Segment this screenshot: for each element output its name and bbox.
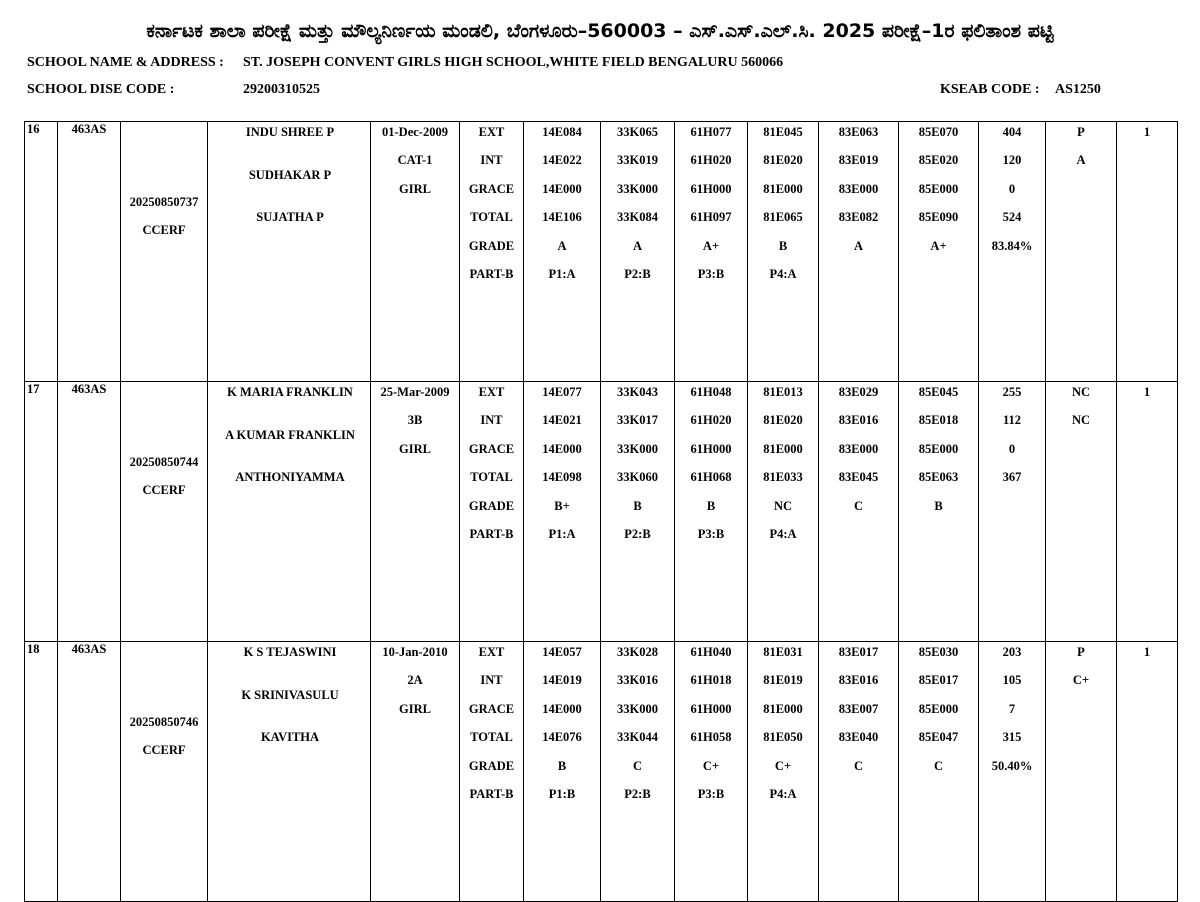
subject-mark: 14E076 [542, 730, 582, 745]
subject-mark: 33K019 [617, 153, 658, 168]
subject-cell [899, 122, 979, 382]
center-code: 463AS [58, 642, 121, 902]
attempt-number: 1 [1143, 125, 1151, 139]
table-row [25, 382, 1178, 642]
subject-mark: 81E000 [763, 441, 803, 456]
names-cell [208, 382, 371, 642]
subject-mark: 14E077 [542, 385, 582, 399]
totals-cell [979, 642, 1046, 902]
subject-cell [601, 122, 675, 382]
subject-mark: 81E065 [763, 210, 803, 225]
candidate-type: CCERF [142, 223, 186, 237]
subject-cell [899, 382, 979, 642]
subject-cell [748, 642, 819, 902]
candidate-info: CAT-1 [397, 153, 433, 168]
result-value: P [1077, 125, 1085, 139]
results-table [24, 121, 1178, 902]
subject-mark: C [853, 498, 864, 513]
register-cell [121, 122, 208, 382]
attempt-cell [1117, 382, 1178, 642]
info-cell [371, 122, 460, 382]
school-name-value: ST. JOSEPH CONVENT GIRLS HIGH SCHOOL,WHITE FIELD BENGALURU 560066 [243, 55, 784, 70]
marks-label: GRACE [468, 181, 515, 196]
subject-cell [601, 642, 675, 902]
subject-mark: 85E000 [918, 701, 959, 716]
total-value: 112 [1002, 413, 1022, 428]
labels-cell [460, 382, 524, 642]
candidate-type: CCERF [142, 483, 186, 497]
subject-cell [601, 382, 675, 642]
subject-mark: 85E020 [918, 153, 959, 168]
total-value: 0 [1008, 181, 1016, 196]
result-cell [1046, 642, 1117, 902]
attempt-number: 1 [1143, 645, 1151, 659]
table-row [25, 642, 1178, 902]
subject-mark: 61H020 [690, 153, 732, 168]
candidate-name: SUJATHA P [256, 210, 324, 225]
serial-number: 17 [25, 382, 58, 642]
subject-mark: C+ [774, 758, 792, 773]
total-value: 203 [1002, 645, 1022, 659]
subject-mark: 85E090 [918, 210, 959, 225]
subject-mark: 81E013 [763, 385, 803, 399]
subject-mark: P3:B [697, 786, 725, 801]
marks-label: GRADE [468, 238, 515, 253]
subject-mark: 33K016 [617, 673, 658, 688]
subject-mark: 83E019 [838, 153, 879, 168]
serial-number: 18 [25, 642, 58, 902]
serial-number: 16 [25, 122, 58, 382]
subject-mark: 14E000 [542, 701, 582, 716]
subject-mark: 14E022 [542, 153, 582, 168]
subject-mark: 14E000 [542, 181, 582, 196]
subject-mark: 33K000 [617, 701, 658, 716]
subject-mark: B [633, 498, 642, 513]
subject-mark: P4:A [769, 266, 797, 281]
subject-mark: P3:B [697, 266, 725, 281]
kseab-code-label: KSEAB CODE : [940, 82, 1040, 97]
marks-label: GRADE [468, 758, 515, 773]
subject-mark: 85E045 [918, 385, 959, 399]
register-cell [121, 642, 208, 902]
subject-mark: 83E040 [838, 730, 879, 745]
subject-mark: A [557, 238, 567, 253]
result-value: C+ [1072, 673, 1090, 688]
subject-mark: P4:A [769, 526, 797, 541]
attempt-number: 1 [1143, 385, 1151, 399]
subject-mark: C [853, 758, 864, 773]
subject-mark: 61H068 [690, 470, 732, 485]
subject-mark: 83E016 [838, 413, 879, 428]
subject-mark: 85E063 [918, 470, 959, 485]
subject-mark: P1:B [548, 786, 576, 801]
subject-cell [675, 382, 748, 642]
subject-cell [748, 382, 819, 642]
total-value: 7 [1008, 701, 1016, 716]
subject-mark: 83E082 [838, 210, 879, 225]
subject-mark: 61H077 [690, 125, 732, 139]
marks-label: EXT [478, 385, 505, 399]
candidate-info: GIRL [399, 441, 431, 456]
subject-mark: 81E019 [763, 673, 803, 688]
total-value: 255 [1002, 385, 1022, 399]
marks-label: EXT [478, 645, 505, 659]
subject-mark: 61H048 [690, 385, 732, 399]
candidate-info: 25-Mar-2009 [380, 385, 450, 399]
subject-mark: 61H018 [690, 673, 732, 688]
subject-mark: 83E029 [838, 385, 879, 399]
totals-cell [979, 382, 1046, 642]
subject-mark: B [557, 758, 567, 773]
subject-mark: P3:B [697, 526, 725, 541]
marks-label: GRADE [468, 498, 515, 513]
subject-mark: 81E050 [763, 730, 803, 745]
subject-mark: C+ [702, 758, 720, 773]
register-cell [121, 382, 208, 642]
candidate-info: GIRL [399, 701, 431, 716]
info-cell [371, 642, 460, 902]
candidate-info: 2A [407, 673, 423, 688]
subject-mark: P2:B [624, 266, 651, 281]
subject-mark: 14E098 [542, 470, 582, 485]
subject-mark: 85E047 [918, 730, 959, 745]
school-name-label: SCHOOL NAME & ADDRESS : [27, 55, 224, 70]
subject-mark: A [853, 238, 864, 253]
result-value: P [1077, 645, 1085, 659]
subject-mark: 83E016 [838, 673, 879, 688]
marks-label: INT [480, 413, 503, 428]
names-cell [208, 122, 371, 382]
marks-label: TOTAL [470, 470, 513, 485]
dise-code-value: 29200310525 [243, 82, 320, 97]
attempt-cell [1117, 122, 1178, 382]
subject-mark: P4:A [769, 786, 797, 801]
total-value: 404 [1002, 125, 1022, 139]
subject-cell [524, 382, 601, 642]
labels-cell [460, 122, 524, 382]
total-value: 50.40% [991, 758, 1033, 773]
subject-mark: 81E020 [763, 153, 803, 168]
candidate-name: K S TEJASWINI [243, 645, 337, 659]
labels-cell [460, 642, 524, 902]
subject-cell [899, 642, 979, 902]
subject-mark: 85E018 [918, 413, 959, 428]
subject-mark: 83E000 [838, 441, 879, 456]
marks-label: INT [480, 153, 503, 168]
subject-mark: 33K028 [617, 645, 658, 659]
candidate-info: 3B [407, 413, 423, 428]
subject-mark: 33K000 [617, 181, 658, 196]
subject-mark: 61H000 [690, 701, 732, 716]
subject-mark: P2:B [624, 526, 651, 541]
marks-label: TOTAL [470, 210, 513, 225]
subject-mark: B [778, 238, 788, 253]
subject-mark: NC [773, 498, 793, 513]
register-number: 20250850744 [129, 455, 199, 469]
subject-mark: 61H000 [690, 181, 732, 196]
subject-mark: B+ [554, 498, 570, 513]
subject-mark: 85E030 [918, 645, 959, 659]
subject-cell [524, 642, 601, 902]
subject-mark: 83E063 [838, 125, 879, 139]
candidate-type: CCERF [142, 743, 186, 757]
subject-cell [675, 122, 748, 382]
marks-label: PART-B [469, 526, 514, 541]
candidate-name: KAVITHA [260, 730, 320, 745]
info-cell [371, 382, 460, 642]
subject-mark: P1:A [548, 526, 576, 541]
subject-mark: 33K043 [617, 385, 658, 399]
dise-code-label: SCHOOL DISE CODE : [27, 82, 175, 97]
subject-mark: 33K060 [617, 470, 658, 485]
subject-cell [524, 122, 601, 382]
subject-mark: 33K017 [617, 413, 658, 428]
subject-mark: 81E031 [763, 645, 803, 659]
register-number: 20250850737 [129, 195, 199, 209]
subject-mark: P1:A [548, 266, 576, 281]
result-value: NC [1071, 413, 1091, 428]
result-cell [1046, 382, 1117, 642]
total-value: 0 [1008, 441, 1016, 456]
candidate-info: 01-Dec-2009 [382, 125, 448, 139]
candidate-name: A KUMAR FRANKLIN [225, 427, 355, 442]
totals-cell [979, 122, 1046, 382]
names-cell [208, 642, 371, 902]
candidate-name: K MARIA FRANKLIN [227, 385, 353, 399]
subject-mark: 85E000 [918, 181, 959, 196]
center-code: 463AS [58, 122, 121, 382]
subject-mark: 61H020 [690, 413, 732, 428]
candidate-name: INDU SHREE P [245, 125, 335, 139]
subject-mark: 81E020 [763, 413, 803, 428]
subject-mark: 61H097 [690, 210, 732, 225]
attempt-cell [1117, 642, 1178, 902]
subject-mark: 81E045 [763, 125, 803, 139]
subject-cell [819, 642, 899, 902]
subject-mark: B [706, 498, 716, 513]
total-value: 524 [1002, 210, 1022, 225]
total-value: 83.84% [991, 238, 1033, 253]
subject-mark: 14E021 [542, 413, 582, 428]
subject-mark: C [632, 758, 643, 773]
subject-cell [675, 642, 748, 902]
result-cell [1046, 122, 1117, 382]
subject-mark: 61H000 [690, 441, 732, 456]
subject-mark: 85E000 [918, 441, 959, 456]
subject-mark: 14E084 [542, 125, 582, 139]
register-number: 20250850746 [129, 715, 199, 729]
subject-mark: 85E017 [918, 673, 959, 688]
subject-mark: 33K000 [617, 441, 658, 456]
subject-mark: C [933, 758, 944, 773]
candidate-info: GIRL [399, 181, 431, 196]
subject-mark: 83E007 [838, 701, 879, 716]
subject-mark: 81E033 [763, 470, 803, 485]
subject-cell [748, 122, 819, 382]
subject-mark: 83E045 [838, 470, 879, 485]
subject-mark: 85E070 [918, 125, 959, 139]
subject-cell [819, 122, 899, 382]
subject-mark: 33K084 [617, 210, 658, 225]
subject-mark: 14E019 [542, 673, 582, 688]
subject-mark: 14E000 [542, 441, 582, 456]
subject-mark: 33K044 [617, 730, 658, 745]
subject-mark: P2:B [624, 786, 651, 801]
candidate-name: K SRINIVASULU [241, 687, 339, 702]
subject-mark: 14E106 [542, 210, 582, 225]
subject-mark: 61H040 [690, 645, 732, 659]
subject-mark: 83E000 [838, 181, 879, 196]
subject-mark: 33K065 [617, 125, 658, 139]
marks-label: TOTAL [470, 730, 513, 745]
subject-mark: A+ [930, 238, 947, 253]
table-row [25, 122, 1178, 382]
result-value: A [1076, 153, 1086, 168]
total-value: 367 [1002, 470, 1022, 485]
subject-mark: 14E057 [542, 645, 582, 659]
subject-mark: 83E017 [838, 645, 879, 659]
subject-cell [819, 382, 899, 642]
marks-label: EXT [478, 125, 505, 139]
subject-mark: A+ [702, 238, 720, 253]
total-value: 105 [1002, 673, 1022, 688]
subject-mark: 81E000 [763, 181, 803, 196]
page-title: ಕರ್ನಾಟಕ ಶಾಲಾ ಪರೀಕ್ಷೆ ಮತ್ತು ಮೌಲ್ಯನಿರ್ಣಯ ಮಂಡಲಿ, ಬೆಂಗಳೂರು–560003 – ಎಸ್.ಎಸ್.ಎಲ್.ಸಿ. 2025 ಪರೀಕ್ಷೆ–1ರ ಫಲಿತಾಂಶ ಪಟ್ಟಿ [146, 20, 1054, 42]
candidate-name: SUDHAKAR P [248, 167, 332, 182]
total-value: 315 [1002, 730, 1022, 745]
marks-label: GRACE [468, 441, 515, 456]
marks-label: PART-B [469, 786, 514, 801]
subject-mark: B [934, 498, 943, 513]
candidate-info: 10-Jan-2010 [382, 645, 448, 659]
center-code: 463AS [58, 382, 121, 642]
candidate-name: ANTHONIYAMMA [235, 470, 345, 485]
marks-label: PART-B [469, 266, 514, 281]
marks-label: INT [480, 673, 503, 688]
subject-mark: 81E000 [763, 701, 803, 716]
marks-label: GRACE [468, 701, 515, 716]
subject-mark: A [632, 238, 643, 253]
result-value: NC [1071, 385, 1091, 399]
total-value: 120 [1002, 153, 1022, 168]
subject-mark: 61H058 [690, 730, 732, 745]
kseab-code-value: AS1250 [1055, 82, 1101, 97]
